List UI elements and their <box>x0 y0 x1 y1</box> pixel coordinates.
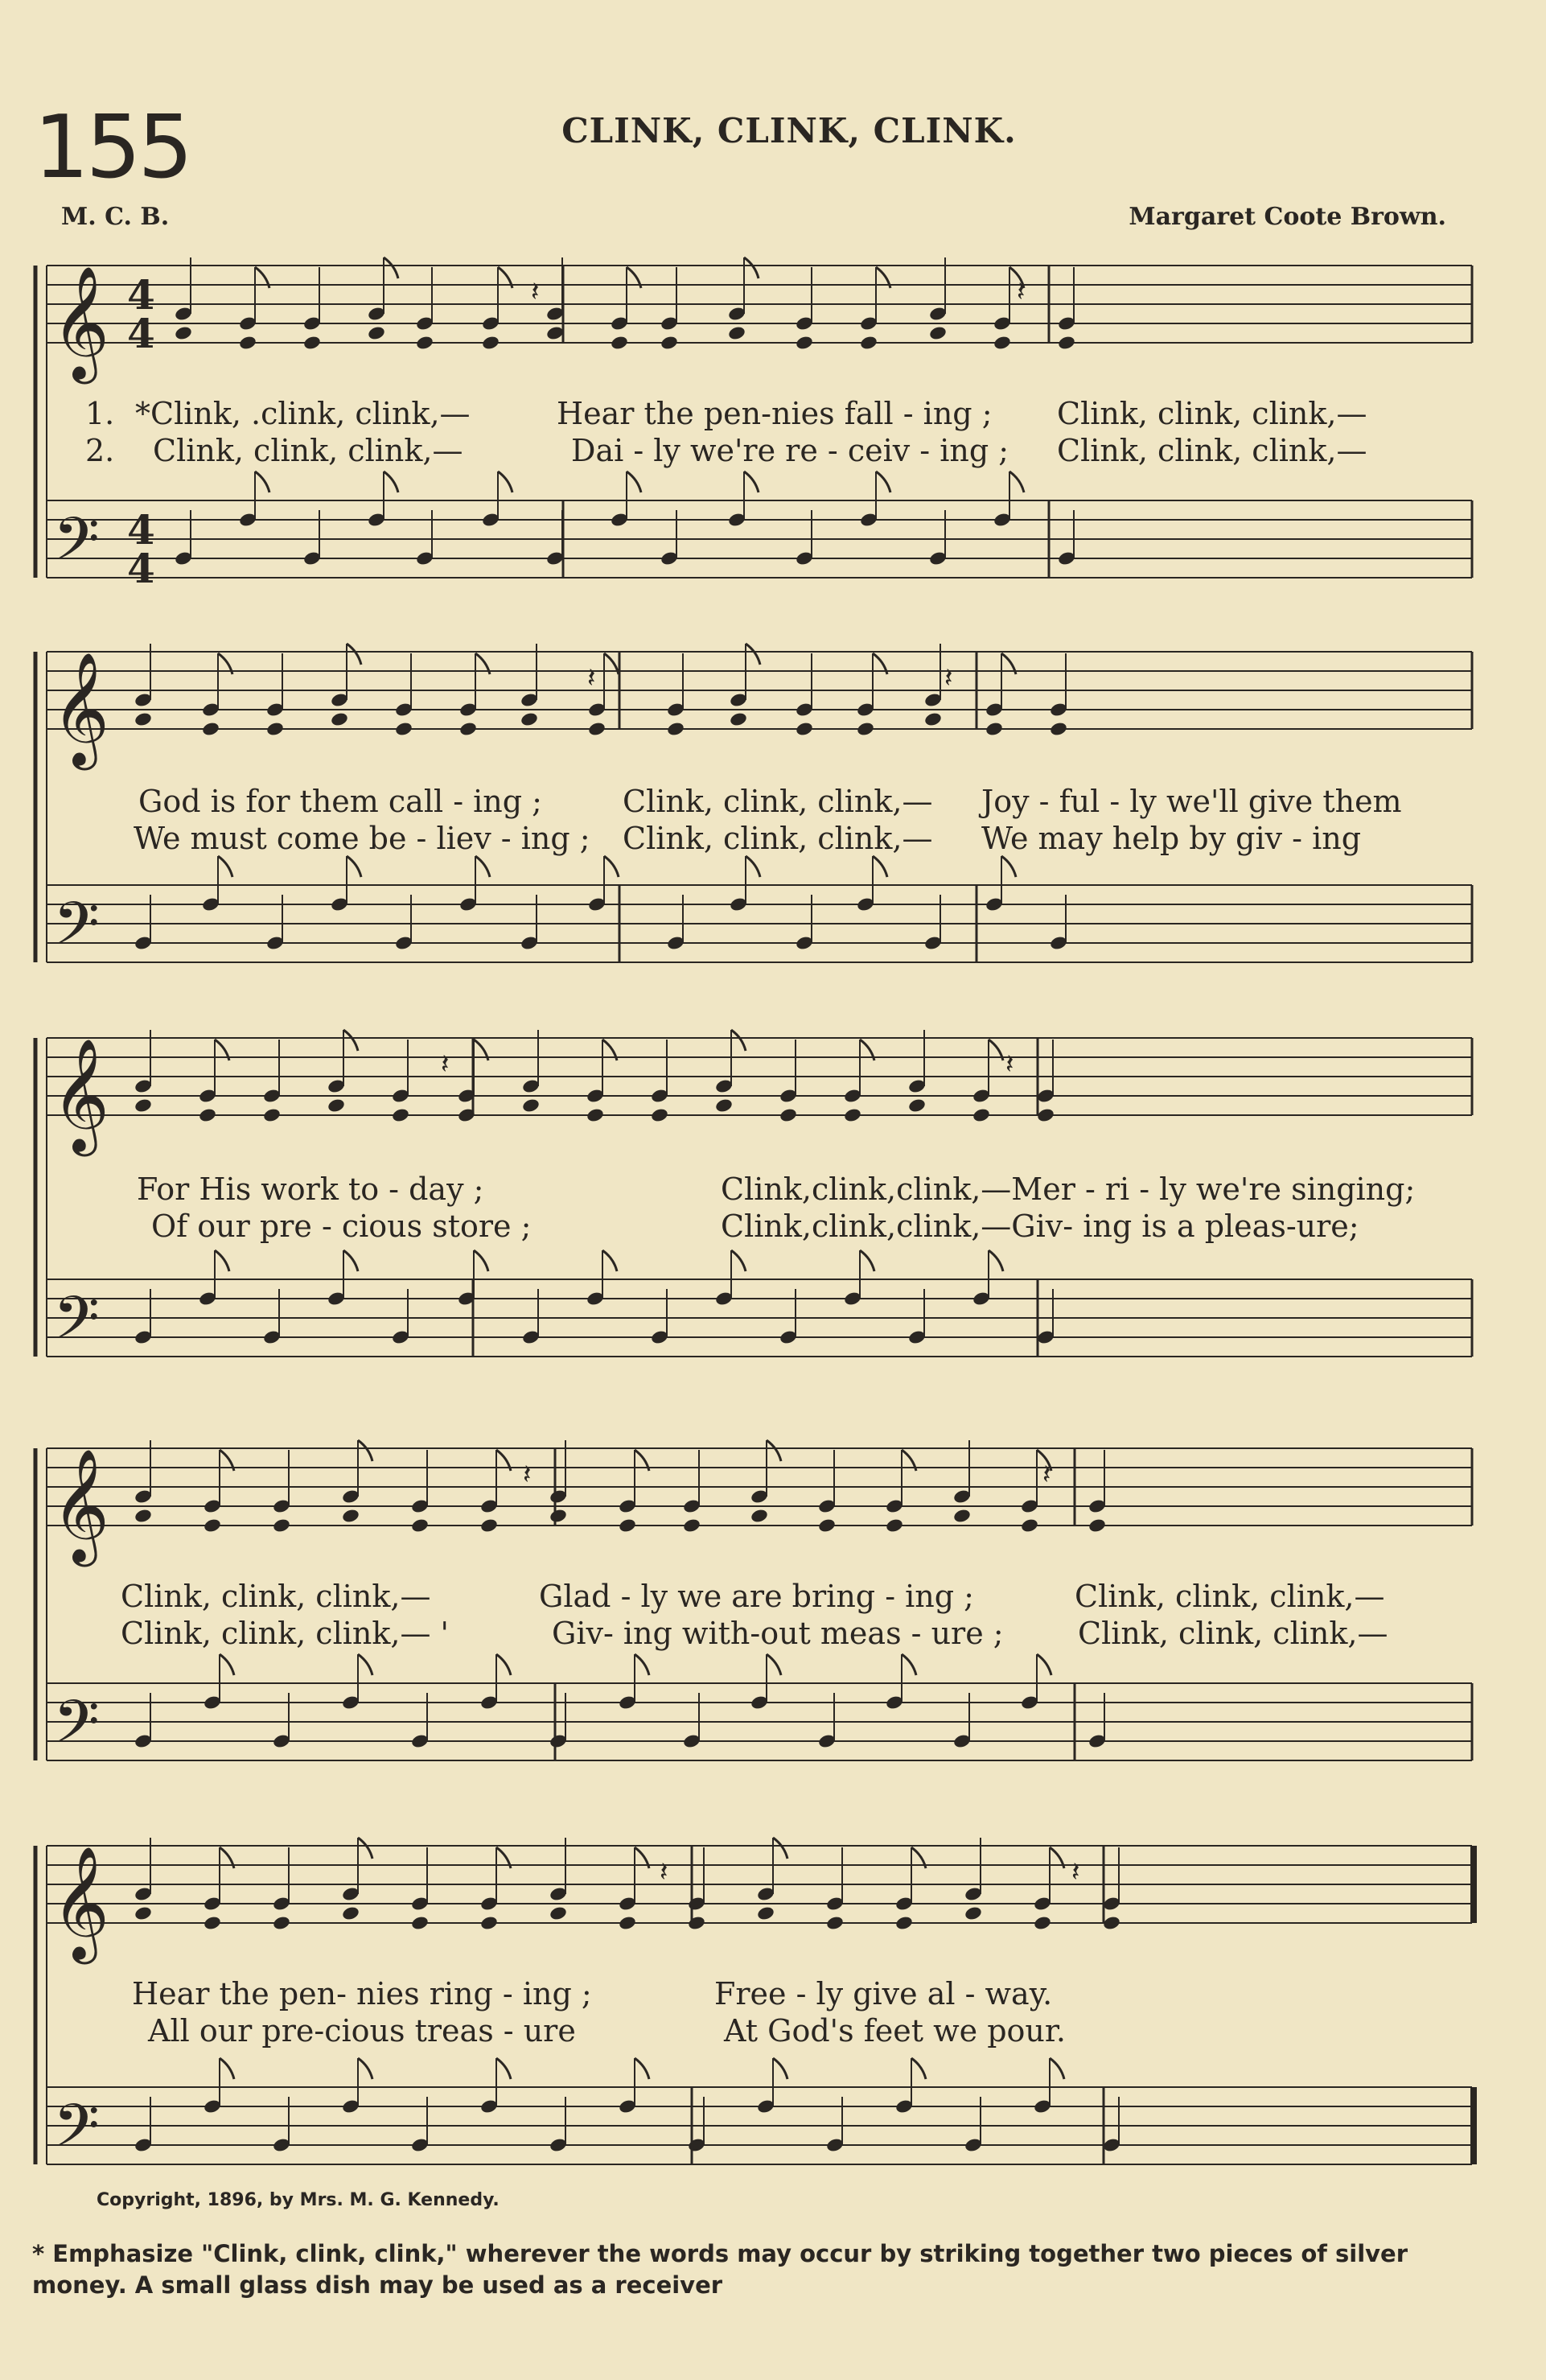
treble-note-head <box>410 1517 430 1534</box>
eighth-flag <box>635 1654 649 1675</box>
treble-note-head <box>618 1517 637 1534</box>
lyric-verse-2: Giv- ing with-out meas - ure ; <box>552 1616 1004 1651</box>
eighth-flag <box>746 644 760 665</box>
treble-note-head <box>928 325 948 341</box>
bass-clef: 𝄢 <box>53 1687 100 1772</box>
treble-note-head <box>1102 1915 1121 1931</box>
treble-note-head <box>521 1097 541 1114</box>
treble-note-head <box>367 325 386 341</box>
eighth-flag <box>343 1030 358 1051</box>
eighth-flag <box>384 471 398 492</box>
treble-note-head <box>134 1905 153 1921</box>
treble-note-head <box>750 1508 769 1524</box>
lyric-verse-1: Clink, clink, clink,— <box>1057 396 1367 431</box>
treble-note-head <box>134 1097 153 1114</box>
treble-note-head <box>727 325 746 341</box>
lyric-verse-1: Clink, clink, clink,— <box>121 1579 431 1614</box>
lyric-verse-2: At God's feet we pour. <box>724 2013 1066 2049</box>
treble-note-head <box>729 711 748 727</box>
lyric-verse-2: Of our pre - cious store ; <box>151 1209 532 1244</box>
treble-note-head <box>203 1915 222 1931</box>
treble-note-head <box>134 711 153 727</box>
eighth-flag <box>902 1654 916 1675</box>
lyric-verse-1: Hear the pen- nies ring - ing ; <box>132 1976 592 2011</box>
bass-clef: 𝄢 <box>53 889 100 974</box>
lyric-verse-2: We must come be - liev - ing ; <box>134 821 590 856</box>
treble-note-head <box>894 1915 914 1931</box>
treble-note-head <box>660 335 679 351</box>
treble-note-head <box>410 1915 430 1931</box>
hymn-title: CLINK, CLINK, CLINK. <box>561 111 1017 150</box>
lyric-verse-1: Hear the pen-nies fall - ing ; <box>557 396 993 431</box>
eighth-flag <box>744 257 759 278</box>
eighth-flag <box>767 1440 781 1461</box>
eighth-flag <box>731 1250 746 1271</box>
treble-note-head <box>964 1905 983 1921</box>
lyric-verse-1: Glad - ly we are bring - ing ; <box>539 1579 974 1614</box>
lyric-verse-1: God is for them call - ing ; <box>138 784 542 819</box>
treble-note-head <box>817 1517 837 1534</box>
author-name: Margaret Coote Brown. <box>1129 203 1446 231</box>
treble-note-head <box>666 721 685 737</box>
lyric-verse-1: Clink, clink, clink,— <box>623 784 933 819</box>
treble-note-head <box>265 721 285 737</box>
treble-note-head <box>203 1517 222 1534</box>
treble-note-head <box>859 335 878 351</box>
bass-clef: 𝄢 <box>53 1283 100 1368</box>
eighth-flag <box>347 644 361 665</box>
treble-note-head <box>687 1915 706 1931</box>
author-initials: M. C. B. <box>61 203 170 231</box>
treble-note-head <box>415 335 434 351</box>
eighth-flag <box>773 2058 787 2079</box>
treble-clef: 𝄞 <box>51 1845 110 1959</box>
treble-note-head <box>610 335 629 351</box>
lyric-verse-1: Joy - ful - ly we'll give them <box>981 784 1402 819</box>
lyric-verse-2: Clink, clink, clink,— ' <box>121 1616 449 1651</box>
eighth-flag <box>358 1654 372 1675</box>
final-barline <box>1470 1846 1477 1923</box>
treble-note-head <box>952 1508 972 1524</box>
treble-note-head <box>586 1107 605 1123</box>
quarter-rest: 𝄽 <box>944 662 953 694</box>
bass-clef: 𝄢 <box>53 504 100 589</box>
treble-note-head <box>1033 1915 1052 1931</box>
treble-note-head <box>650 1107 669 1123</box>
treble-note-head <box>923 711 943 727</box>
quarter-rest: 𝄽 <box>1042 1459 1051 1491</box>
treble-note-head <box>1049 721 1068 737</box>
eighth-flag <box>604 856 619 877</box>
treble-note-head <box>458 721 478 737</box>
treble-note-head <box>272 1915 291 1931</box>
treble-note-head <box>545 325 565 341</box>
treble-note-head <box>549 1905 568 1921</box>
eighth-flag <box>358 2058 372 2079</box>
eighth-flag <box>1037 1654 1051 1675</box>
eighth-flag <box>220 1654 234 1675</box>
treble-note-head <box>479 1517 499 1534</box>
eighth-flag <box>731 1030 746 1051</box>
eighth-flag <box>496 2058 511 2079</box>
time-signature-denominator: 4 <box>127 545 155 592</box>
eighth-flag <box>746 856 760 877</box>
quarter-rest: 𝄽 <box>1005 1048 1014 1081</box>
treble-clef: 𝄞 <box>51 651 110 765</box>
quarter-rest: 𝄽 <box>441 1048 450 1081</box>
treble-note-head <box>330 711 349 727</box>
lyric-verse-1: For His work to - day ; <box>137 1171 484 1207</box>
treble-note-head <box>238 335 257 351</box>
eighth-flag <box>635 2058 649 2079</box>
eighth-flag <box>1009 471 1024 492</box>
treble-note-head <box>825 1915 845 1931</box>
treble-note-head <box>302 335 322 351</box>
final-barline <box>1470 2087 1477 2164</box>
treble-note-head <box>479 1915 499 1931</box>
eighth-flag <box>744 471 759 492</box>
eighth-flag <box>767 1654 781 1675</box>
eighth-flag <box>347 856 361 877</box>
eighth-flag <box>384 257 398 278</box>
treble-note-head <box>618 1915 637 1931</box>
eighth-flag <box>220 2058 234 2079</box>
treble-note-head <box>520 711 539 727</box>
treble-note-head <box>134 1508 153 1524</box>
treble-note-head <box>198 1107 217 1123</box>
eighth-flag <box>1001 856 1016 877</box>
eighth-flag <box>989 1250 1003 1271</box>
eighth-flag <box>343 1250 358 1271</box>
eighth-flag <box>474 1250 488 1271</box>
eighth-flag <box>876 471 890 492</box>
treble-note-head <box>327 1097 346 1114</box>
treble-note-head <box>1020 1517 1039 1534</box>
time-signature-numerator: 4 <box>127 506 155 554</box>
treble-note-head <box>972 1107 991 1123</box>
treble-note-head <box>1036 1107 1055 1123</box>
eighth-flag <box>627 471 641 492</box>
eighth-flag <box>498 471 512 492</box>
quarter-rest: 𝄽 <box>660 1856 668 1888</box>
treble-note-head <box>394 721 413 737</box>
bass-clef: 𝄢 <box>53 2091 100 2176</box>
quarter-rest: 𝄽 <box>523 1459 532 1491</box>
eighth-flag <box>873 856 887 877</box>
eighth-flag <box>218 856 232 877</box>
eighth-flag <box>358 1440 372 1461</box>
quarter-rest: 𝄽 <box>587 662 596 694</box>
eighth-flag <box>215 1250 229 1271</box>
treble-note-head <box>756 1905 775 1921</box>
treble-clef: 𝄞 <box>51 265 110 379</box>
copyright-notice: Copyright, 1896, by Mrs. M. G. Kennedy. <box>97 2190 500 2210</box>
time-signature-denominator: 4 <box>127 310 155 357</box>
lyric-verse-2: Clink, clink, clink,— <box>623 821 933 856</box>
treble-note-head <box>885 1517 904 1534</box>
lyric-verse-1: Free - ly give al - way. <box>714 1976 1053 2011</box>
eighth-flag <box>860 1250 874 1271</box>
lyric-verse-2: Clink, clink, clink,— <box>1057 433 1367 468</box>
quarter-rest: 𝄽 <box>1017 276 1026 308</box>
quarter-rest: 𝄽 <box>531 276 540 308</box>
treble-note-head <box>391 1107 410 1123</box>
treble-note-head <box>907 1097 927 1114</box>
footnote: * Emphasize "Clink, clink, clink," wherever the words may occur by striking together two pieces of silver money. A small glass dish may be used as a receiver <box>32 2240 1408 2300</box>
treble-note-head <box>714 1097 734 1114</box>
treble-note-head <box>779 1107 798 1123</box>
eighth-flag <box>255 471 269 492</box>
lyric-verse-1: *Clink, .clink, clink,— <box>135 396 471 431</box>
eighth-flag <box>358 1838 372 1859</box>
eighth-flag <box>602 1250 617 1271</box>
quarter-rest: 𝄽 <box>1071 1856 1080 1888</box>
treble-note-head <box>587 721 606 737</box>
lyric-verse-2: Dai - ly we're re - ceiv - ing ; <box>571 433 1009 468</box>
eighth-flag <box>773 1838 787 1859</box>
lyric-verse-2: All our pre-cious treas - ure <box>148 2013 576 2049</box>
lyric-verse-2: Clink, clink, clink,— <box>1078 1616 1388 1651</box>
treble-note-head <box>481 335 500 351</box>
treble-note-head <box>856 721 875 737</box>
lyric-verse-2: We may help by giv - ing <box>981 821 1362 856</box>
eighth-flag <box>496 1654 511 1675</box>
treble-note-head <box>549 1508 568 1524</box>
treble-clef: 𝄞 <box>51 1037 110 1151</box>
treble-note-head <box>174 325 193 341</box>
lyric-verse-2: Clink,clink,clink,—Giv- ing is a pleas-ure; <box>721 1209 1359 1244</box>
treble-note-head <box>843 1107 862 1123</box>
treble-note-head <box>272 1517 291 1534</box>
hymn-number: 155 <box>34 97 191 198</box>
treble-note-head <box>795 335 814 351</box>
lyric-verse-2: Clink, clink, clink,— <box>153 433 463 468</box>
time-signature-numerator: 4 <box>127 271 155 319</box>
eighth-flag <box>475 856 490 877</box>
treble-note-head <box>1057 335 1076 351</box>
treble-note-head <box>985 721 1004 737</box>
lyric-verse-1: Clink,clink,clink,—Mer - ri - ly we're singing; <box>721 1171 1416 1207</box>
treble-note-head <box>1088 1517 1107 1534</box>
treble-note-head <box>201 721 220 737</box>
treble-note-head <box>682 1517 701 1534</box>
treble-note-head <box>795 721 814 737</box>
lyric-verse-2: 2. <box>85 433 115 468</box>
treble-note-head <box>993 335 1012 351</box>
eighth-flag <box>1050 2058 1064 2079</box>
treble-note-head <box>341 1508 360 1524</box>
treble-clef: 𝄞 <box>51 1447 110 1562</box>
lyric-verse-1: 1. <box>85 396 115 431</box>
lyric-verse-1: Clink, clink, clink,— <box>1075 1579 1385 1614</box>
treble-note-head <box>262 1107 282 1123</box>
eighth-flag <box>911 2058 926 2079</box>
treble-note-head <box>341 1905 360 1921</box>
